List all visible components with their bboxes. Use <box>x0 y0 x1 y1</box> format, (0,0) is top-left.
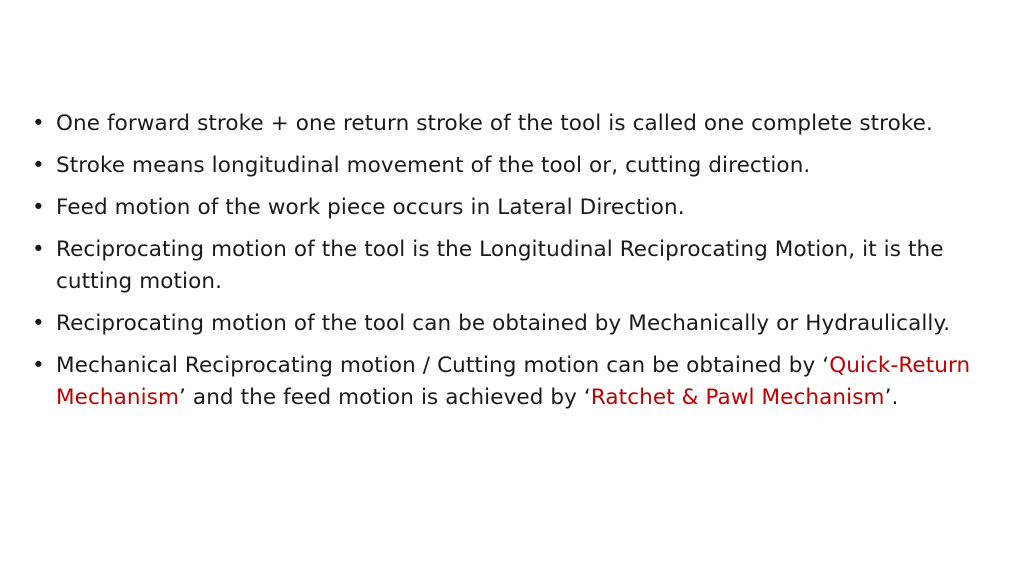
quick-return-mechanism-highlight: Quick-Return Mechanism <box>56 353 971 410</box>
bullet-item-6 <box>30 350 1000 414</box>
bullet-point-icon: • <box>32 311 45 336</box>
bullet-text-part-3: ’. <box>884 385 899 410</box>
ratchet-pawl-mechanism-highlight: Ratchet & Pawl Mechanism <box>590 385 885 410</box>
bullet-point-icon: • <box>32 111 45 136</box>
bullet-text-part-2: ’ and the feed motion is achieved by ‘ <box>179 385 591 410</box>
bullet-point-icon: • <box>32 195 45 220</box>
bullet-point-icon: • <box>32 353 45 378</box>
bullet-point-icon: • <box>32 153 45 178</box>
bullet-item-4 <box>30 234 1000 298</box>
bullet-text: Stroke means longitudinal movement of the tool or, cutting direction. <box>56 153 811 178</box>
bullet-item-2 <box>30 150 1000 182</box>
bullet-item-3 <box>30 192 1000 224</box>
bullet-text: Reciprocating motion of the tool is the Longitudinal Reciprocating Motion, it is the cutting motion. <box>56 237 944 294</box>
bullet-item-5 <box>30 308 1000 340</box>
bullet-text: Reciprocating motion of the tool can be obtained by Mechanically or Hydraulically. <box>56 311 951 336</box>
bullet-item-1 <box>30 108 1000 140</box>
bullet-point-icon: • <box>32 237 45 262</box>
bullet-text-part-1: Mechanical Reciprocating motion / Cutting motion can be obtained by ‘ <box>56 353 830 378</box>
bullet-text: Feed motion of the work piece occurs in Lateral Direction. <box>56 195 685 220</box>
bullet-list <box>30 108 1000 424</box>
bullet-text: One forward stroke + one return stroke of the tool is called one complete stroke. <box>56 111 933 136</box>
bullet-text <box>56 353 970 410</box>
